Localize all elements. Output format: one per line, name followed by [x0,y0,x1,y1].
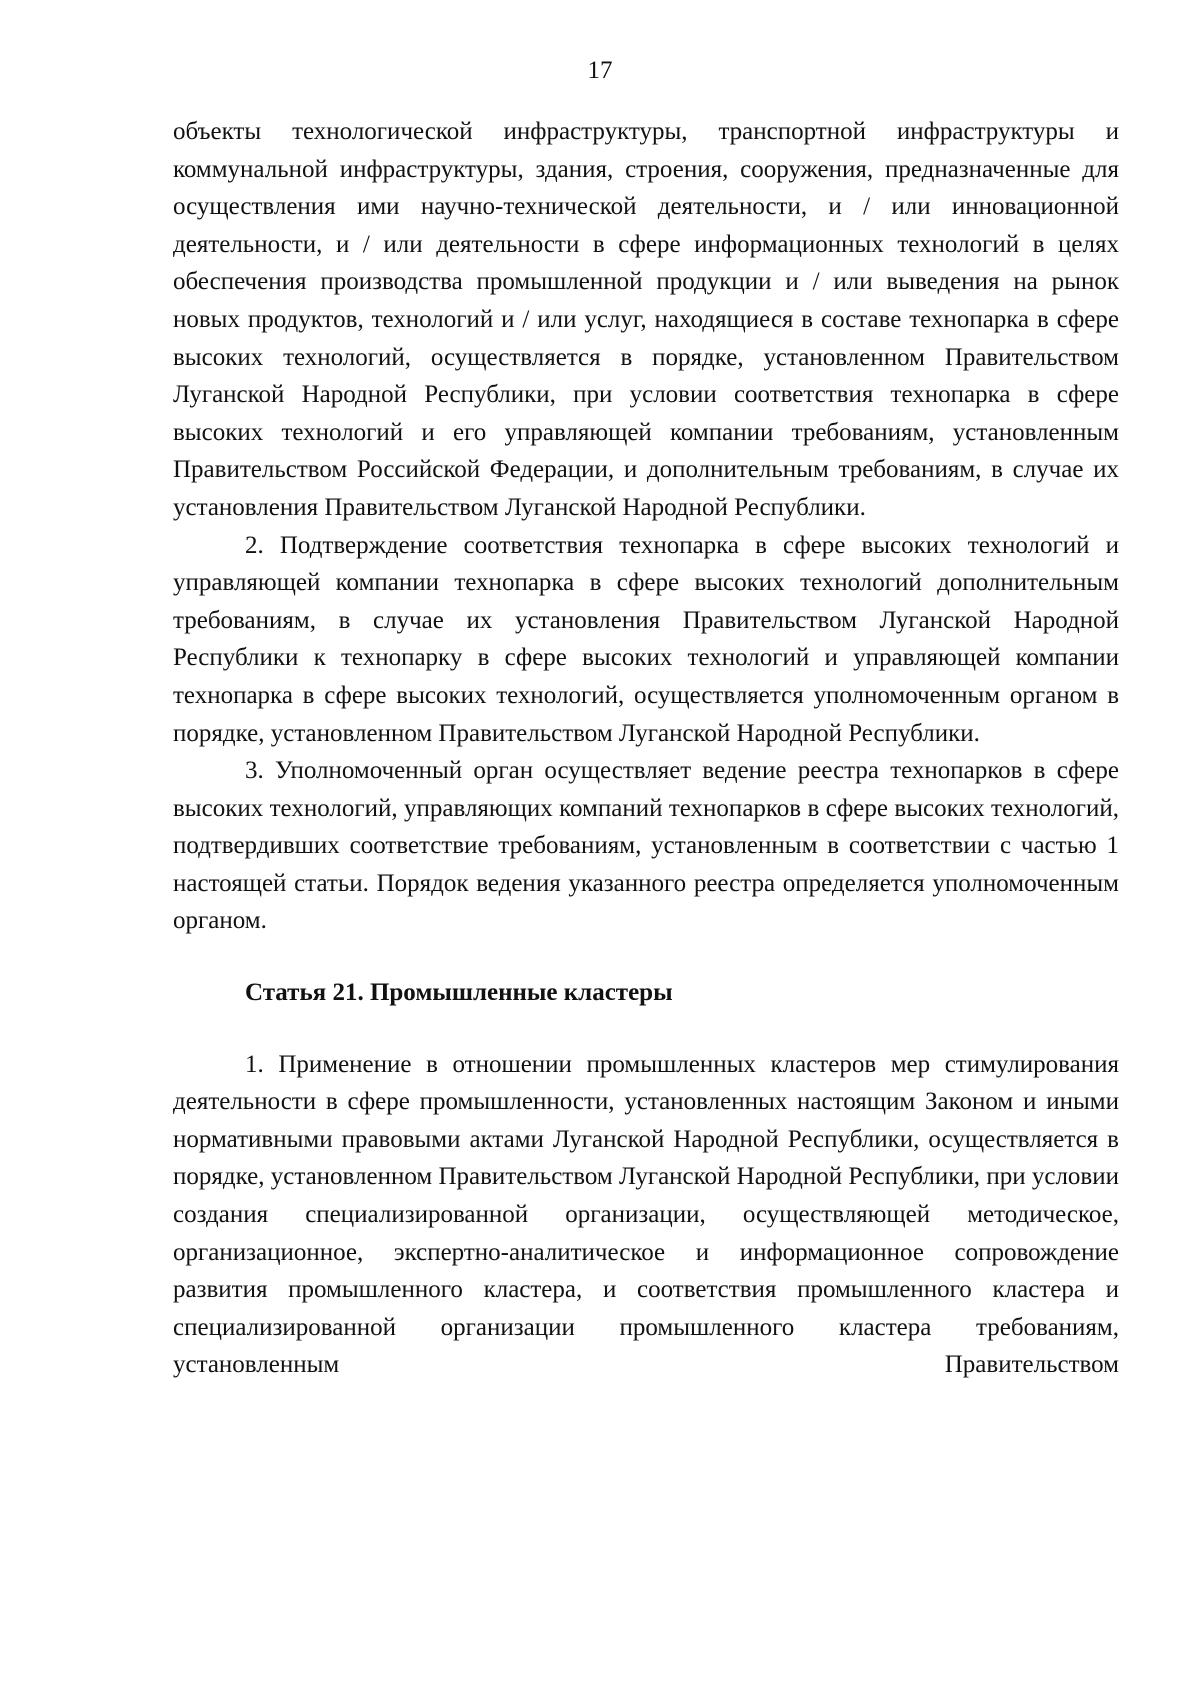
paragraph-item-3: 3. Уполномоченный орган осуществляет ведение реестра технопарков в сфере высоких технологий, управляющих компаний технопарков в сфере высоких технологий, подтвердивших соответствие требованиям, установленным в соответствии с частью 1 настоящей статьи. Порядок ведения указанного реестра определяется уполномоченным органом. [173,757,1119,935]
paragraph-continued: объекты технологической инфраструктуры, транспортной инфраструктуры и коммунальной инфраструктуры, здания, строения, сооружения, предназначенные для осуществления ими научно-технической деятельности, и / или инновационной деятельности, и / или деятельности в сфере информационных технологий в целях обеспечения производства промышленной продукции и / или выведения на рынок новых продуктов, технологий и / или услуг, находящиеся в составе технопарка в сфере высоких технологий, осуществляется в порядке, установленном Правительством Луганской Народной Республики, при условии соответствия технопарка в сфере высоких технологий и его управляющей компании требованиям, установленным Правительством Российской Федерации, и дополнительным требованиям, в случае их установления Правительством Луганской Народной Республики. [173,118,1119,521]
page-number: 17 [587,57,613,84]
paragraph-item-2: 2. Подтверждение соответствия технопарка в сфере высоких технологий и управляющей компании технопарка в сфере высоких технологий дополнительным требованиям, в случае их установления Правительством Луганской Народной Республики к технопарку в сфере высоких технологий и управляющей компании технопарка в сфере высоких технологий, осуществляется уполномоченным органом в порядке, установленном Правительством Луганской Народной Республики. [173,531,1119,747]
document-body [173,113,1119,1384]
article-heading: Статья 21. Промышленные кластеры [245,979,673,1007]
article-paragraph-1: 1. Применение в отношении промышленных кластеров мер стимулирования деятельности в сфере промышленности, установленных настоящим Законом и иными нормативными правовыми актами Луганской Народной Республики, осуществляется в порядке, установленном Правительством Луганской Народной Республики, при условии создания специализированной организации, осуществляющей методическое, организационное, экспертно-аналитическое и информационное сопровождение развития промышленного кластера, и соответствия промышленного кластера и специализированной организации промышленного кластера требованиям, установленным Правительством [173,1050,1119,1379]
